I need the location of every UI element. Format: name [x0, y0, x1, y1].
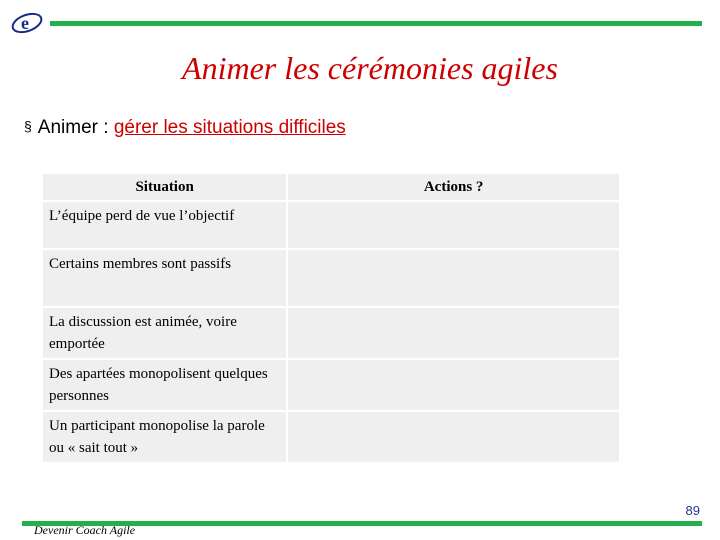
header-actions: Actions ?: [288, 174, 619, 200]
actions-cell: [288, 202, 619, 248]
course-title: Devenir Coach Agile: [34, 523, 136, 537]
actions-cell: [288, 308, 619, 358]
svg-text:e: e: [21, 13, 29, 33]
table-row: [43, 412, 619, 462]
situation-cell: L’équipe perd de vue l’objectif: [43, 202, 286, 248]
actions-cell: [288, 412, 619, 462]
situation-cell: Des apartées monopolisent quelques personnes: [43, 360, 286, 410]
actions-cell: [288, 250, 619, 306]
table-header-row: [43, 174, 619, 200]
bullet-highlight: gérer les situations difficiles: [113, 117, 346, 138]
slide-title: Animer les cérémonies agiles: [182, 50, 558, 86]
top-divider: [50, 21, 702, 26]
bullet-prefix: Animer :: [37, 117, 114, 138]
bullet-point: [24, 117, 346, 139]
table-row: [43, 360, 619, 410]
situation-cell: Certains membres sont passifs: [43, 250, 286, 306]
page-number: 89: [685, 503, 700, 518]
table-row: [43, 250, 619, 306]
actions-cell: [288, 360, 619, 410]
header-situation: Situation: [43, 174, 286, 200]
situation-cell: La discussion est animée, voire emportée: [43, 308, 286, 358]
situation-cell: Un participant monopolise la parole ou « sait tout »: [43, 412, 286, 462]
bullet-icon: §: [24, 118, 32, 134]
table-row: [43, 202, 619, 248]
situations-table: [41, 172, 621, 464]
e-logo-icon: [10, 10, 48, 36]
table-row: [43, 308, 619, 358]
